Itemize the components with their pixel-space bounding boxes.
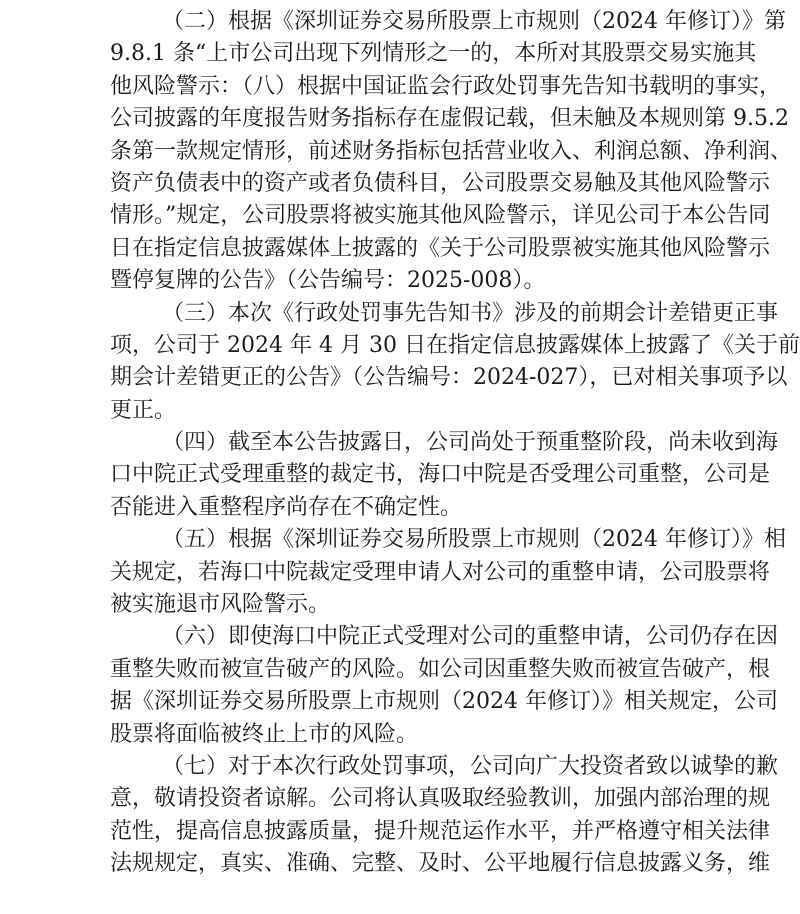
text-line: 项，公司于 2024 年 4 月 30 日在指定信息披露媒体上披露了《关于前 [110,332,800,358]
text-line: （五）根据《深圳证券交易所股票上市规则（2024 年修订）》相 [162,527,786,553]
text-line: 公司披露的年度报告财务指标存在虚假记载，但未触及本规则第 9.5.2 [110,106,789,132]
text-line: 重整失败而被宣告破产的风险。如公司因重整失败而被宣告破产，根 [110,656,771,682]
paragraph-p5 [110,524,786,621]
document-body [110,6,800,881]
paragraph-p6 [110,621,779,751]
text-line: 关规定，若海口中院裁定受理申请人对公司的重整申请，公司股票将 [110,559,771,585]
text-line: 意，敬请投资者谅解。公司将认真吸取经验教训，加强内部治理的规 [110,786,771,812]
text-line: 条第一款规定情形，前述财务指标包括营业收入、利润总额、净利润、 [110,138,793,164]
text-line: 暨停复牌的公告》（公告编号：2025-008）。 [110,268,546,294]
paragraph-p4 [110,427,779,524]
text-line: 他风险警示：（八）根据中国证监会行政处罚事先告知书载明的事实， [110,73,782,99]
text-line: 期会计差错更正的公告》（公告编号：2024-027），已对相关事项予以 [110,365,788,391]
text-line: 否能进入重整程序尚存在不确定性。 [110,494,463,520]
text-line: 日在指定信息披露媒体上披露的《关于公司股票被实施其他风险警示 [110,235,771,261]
paragraph-p2 [110,6,793,298]
text-line: （二）根据《深圳证券交易所股票上市规则（2024 年修订）》第 [162,9,786,34]
paragraph-p7 [110,751,779,881]
text-line: 情形。”规定，公司股票将被实施其他风险警示，详见公司于本公告同 [110,203,771,229]
text-line: 9.8.1 条“上市公司出现下列情形之一的，本所对其股票交易实施其 [110,41,757,67]
text-line: 据《深圳证券交易所股票上市规则（2024 年修订）》相关规定，公司 [110,689,778,715]
text-line: 口中院正式受理重整的裁定书，海口中院是否受理公司重整，公司是 [110,462,771,488]
text-line: （六）即使海口中院正式受理对公司的重整申请，公司仍存在因 [162,624,779,650]
paragraph-p3 [110,298,800,428]
text-line: （七）对于本次行政处罚事项，公司向广大投资者致以诚挚的歉 [162,753,779,779]
text-line: 更正。 [110,397,177,423]
text-line: （四）截至本公告披露日，公司尚处于预重整阶段，尚未收到海 [162,430,779,456]
text-line: 范性，提高信息披露质量，提升规范运作水平，并严格遵守相关法律 [110,818,771,844]
text-line: 被实施退市风险警示。 [110,592,331,618]
text-line: 法规规定，真实、准确、完整、及时、公平地履行信息披露义务，维 [110,851,771,877]
text-line: 资产负债表中的资产或者负债科目，公司股票交易触及其他风险警示 [110,170,771,196]
text-line: （三）本次《行政处罚事先告知书》涉及的前期会计差错更正事 [162,300,779,326]
text-line: 股票将面临被终止上市的风险。 [110,721,419,747]
